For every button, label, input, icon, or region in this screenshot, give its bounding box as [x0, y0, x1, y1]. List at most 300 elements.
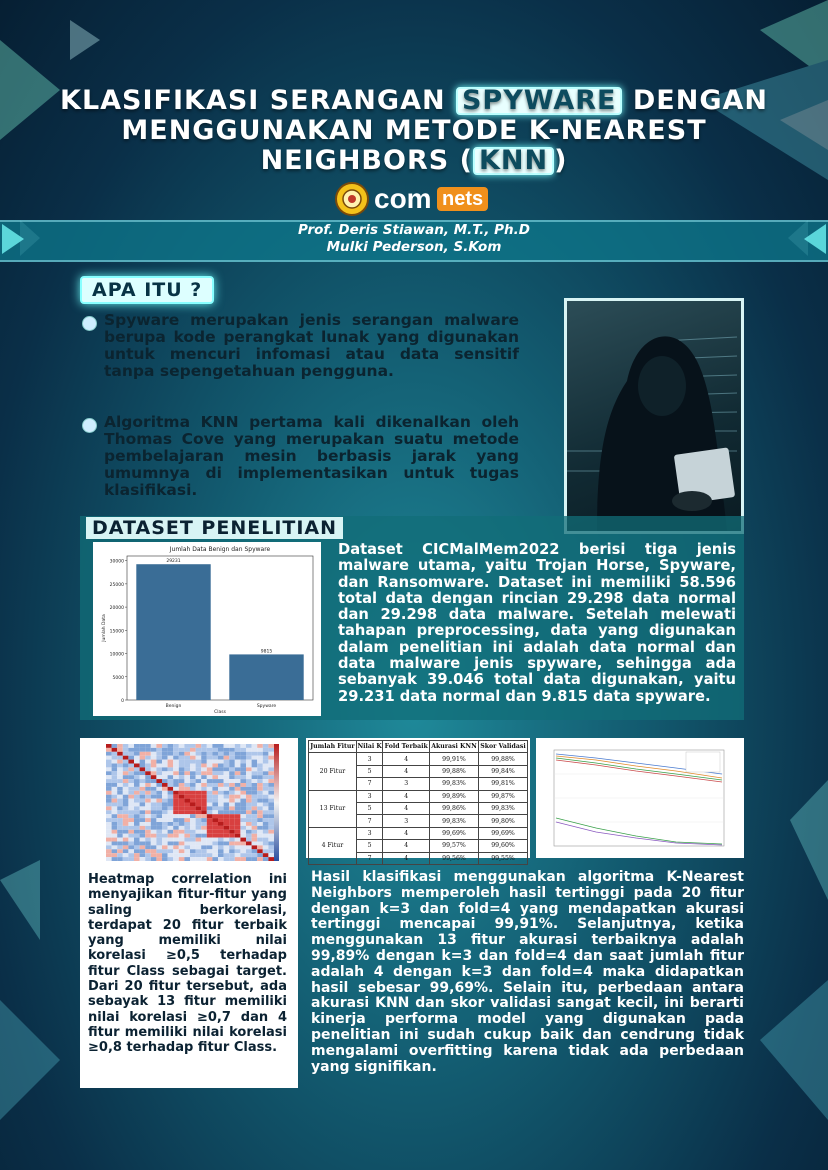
- heatmap-cell: [128, 842, 134, 846]
- heatmap-cell: [145, 756, 151, 760]
- heatmap-cell: [145, 826, 151, 830]
- heatmap-cell: [240, 748, 246, 752]
- heatmap-cell: [246, 775, 252, 779]
- heatmap-cell: [106, 767, 112, 771]
- heatmap-cell: [179, 752, 185, 756]
- heatmap-cell: [117, 838, 123, 842]
- heatmap-cell: [218, 767, 224, 771]
- heatmap-cell: [162, 849, 168, 853]
- heatmap-cell: [128, 849, 134, 853]
- heatmap-cell: [179, 818, 185, 822]
- heatmap-cell: [240, 771, 246, 775]
- table-cell: 99,84%: [479, 765, 528, 777]
- heatmap-cell: [151, 838, 157, 842]
- heatmap-cell: [173, 775, 179, 779]
- heatmap-cell: [162, 853, 168, 857]
- heatmap-cell: [106, 834, 112, 838]
- heatmap-cell: [134, 799, 140, 803]
- heatmap-cell: [140, 783, 146, 787]
- heatmap-cell: [184, 795, 190, 799]
- heatmap-cell: [106, 806, 112, 810]
- heatmap-cell: [207, 783, 213, 787]
- heatmap-cell: [201, 822, 207, 826]
- heatmap-cell: [145, 857, 151, 861]
- heatmap-cell: [179, 826, 185, 830]
- y-tick-label: 30000: [109, 559, 124, 565]
- heatmap-cell: [207, 830, 213, 834]
- heatmap-cell: [117, 767, 123, 771]
- heatmap-cell: [246, 799, 252, 803]
- results-description: Hasil klasifikasi menggunakan algoritma K-Nearest Neighbors memperoleh hasil tertinggi pada 20 fitur dengan k=3 dan fold=4 yang mendapatkan akurasi tertinggi mencapai 99,91%. Selanjutnya, ketika menggunakan 13 fitur akurasi terbaiknya adalah 99,89% dengan k=3 dan fold=4 dan saat jumlah fitur adalah 4 dengan k=3 dan fold=4 maka didapatkan hasil sebesar 99,69%. Selain itu, perbedaan antara akurasi KNN dan skor validasi sangat kecil, ini berarti kinerja performa model yang digunakan pada penelitian ini sudah cukup baik dan cendrung tidak mengalami overfitting karena tidak ada perbedaan yang signifikan.: [311, 869, 744, 1075]
- heatmap-cell: [190, 806, 196, 810]
- heatmap-cell: [263, 779, 269, 783]
- heatmap-cell: [179, 830, 185, 834]
- heatmap-cell: [128, 756, 134, 760]
- heatmap-cell: [218, 834, 224, 838]
- heatmap-cell: [140, 744, 146, 748]
- heatmap-cell: [184, 760, 190, 764]
- heatmap-cell: [190, 771, 196, 775]
- heatmap-cell: [212, 814, 218, 818]
- heatmap-cell: [218, 830, 224, 834]
- heatmap-cell: [140, 775, 146, 779]
- heatmap-cell: [212, 783, 218, 787]
- heatmap-cell: [235, 826, 241, 830]
- heatmap-cell: [201, 818, 207, 822]
- heatmap-cell: [151, 783, 157, 787]
- heatmap-cell: [168, 803, 174, 807]
- heatmap-cell: [257, 756, 263, 760]
- heatmap-cell: [218, 795, 224, 799]
- heatmap-cell: [168, 760, 174, 764]
- heatmap-cell: [263, 760, 269, 764]
- heatmap-cell: [112, 795, 118, 799]
- heatmap-cell: [117, 822, 123, 826]
- heatmap-cell: [268, 842, 274, 846]
- heatmap-cell: [190, 764, 196, 768]
- title-line3-post: ): [554, 145, 568, 176]
- heatmap-cell: [123, 838, 129, 842]
- heatmap-cell: [268, 857, 274, 861]
- heatmap-cell: [196, 818, 202, 822]
- heatmap-cell: [173, 834, 179, 838]
- heatmap-cell: [151, 826, 157, 830]
- heatmap-cell: [252, 799, 258, 803]
- heatmap-cell: [218, 799, 224, 803]
- heatmap-cell: [201, 849, 207, 853]
- heatmap-cell: [224, 783, 230, 787]
- heatmap-cell: [162, 857, 168, 861]
- heatmap-cell: [128, 764, 134, 768]
- heatmap-cell: [156, 838, 162, 842]
- heatmap-cell: [252, 838, 258, 842]
- heatmap-cell: [190, 853, 196, 857]
- y-tick-label: 0: [121, 699, 124, 704]
- heatmap-cell: [257, 775, 263, 779]
- heatmap-cell: [218, 771, 224, 775]
- heatmap-cell: [112, 764, 118, 768]
- heatmap-cell: [212, 810, 218, 814]
- heatmap-cell: [123, 799, 129, 803]
- table-cell: 99,89%: [429, 790, 478, 802]
- comnets-logo: [334, 181, 514, 219]
- heatmap-cell: [106, 857, 112, 861]
- heatmap-cell: [117, 760, 123, 764]
- heatmap-cell: [173, 842, 179, 846]
- heatmap-cell: [134, 779, 140, 783]
- heatmap-cell: [190, 748, 196, 752]
- heatmap-cell: [224, 826, 230, 830]
- heatmap-cell: [140, 787, 146, 791]
- heatmap-cell: [257, 744, 263, 748]
- heatmap-cell: [134, 849, 140, 853]
- heatmap-cell: [168, 783, 174, 787]
- heatmap-cell: [106, 752, 112, 756]
- heatmap-cell: [156, 834, 162, 838]
- heatmap-cell: [145, 787, 151, 791]
- heatmap-cell: [145, 830, 151, 834]
- heatmap-cell: [196, 760, 202, 764]
- heatmap-cell: [229, 779, 235, 783]
- heatmap-cell: [123, 842, 129, 846]
- heatmap-cell: [168, 814, 174, 818]
- heatmap-cell: [151, 752, 157, 756]
- heatmap-cell: [145, 767, 151, 771]
- table-cell: 3: [356, 827, 383, 839]
- x-axis-label: Class: [214, 710, 226, 715]
- heatmap-cell: [257, 853, 263, 857]
- heatmap-cell: [229, 760, 235, 764]
- heatmap-cell: [184, 826, 190, 830]
- heatmap-cell: [212, 799, 218, 803]
- heatmap-cell: [218, 818, 224, 822]
- bar-chart-card: [93, 542, 321, 716]
- heatmap-cell: [268, 822, 274, 826]
- heatmap-cell: [212, 834, 218, 838]
- heatmap-cell: [162, 783, 168, 787]
- heatmap-cell: [117, 756, 123, 760]
- heatmap-cell: [156, 787, 162, 791]
- heatmap-cell: [263, 744, 269, 748]
- heatmap-cell: [151, 857, 157, 861]
- heatmap-cell: [263, 853, 269, 857]
- heatmap-cell: [229, 838, 235, 842]
- heatmap-cell: [218, 857, 224, 861]
- heatmap-cell: [134, 853, 140, 857]
- heatmap-cell: [257, 857, 263, 861]
- heatmap-cell: [268, 806, 274, 810]
- heatmap-cell: [140, 826, 146, 830]
- heatmap-cell: [156, 771, 162, 775]
- heatmap-cell: [252, 771, 258, 775]
- heatmap-cell: [106, 799, 112, 803]
- heatmap-cell: [151, 764, 157, 768]
- heatmap-cell: [168, 779, 174, 783]
- table-cell: 99,55%: [479, 852, 528, 864]
- heatmap-cell: [168, 775, 174, 779]
- heatmap-cell: [246, 853, 252, 857]
- table-cell: 99,69%: [429, 827, 478, 839]
- heatmap-cell: [123, 775, 129, 779]
- heatmap-cell: [173, 810, 179, 814]
- heatmap-cell: [235, 756, 241, 760]
- heatmap-cell: [224, 791, 230, 795]
- table-row: [309, 827, 528, 839]
- heatmap-cell: [240, 826, 246, 830]
- heatmap-cell: [196, 834, 202, 838]
- heatmap-cell: [156, 779, 162, 783]
- hacker-image: [564, 298, 744, 534]
- heatmap-cell: [235, 783, 241, 787]
- heatmap-cell: [201, 810, 207, 814]
- heatmap-cell: [106, 771, 112, 775]
- heatmap-cell: [235, 834, 241, 838]
- heatmap-cell: [190, 826, 196, 830]
- heatmap-cell: [140, 845, 146, 849]
- heatmap-cell: [212, 756, 218, 760]
- table-cell: 99,80%: [479, 815, 528, 827]
- heatmap-cell: [196, 853, 202, 857]
- heatmap-cell: [117, 791, 123, 795]
- heatmap-cell: [196, 791, 202, 795]
- heatmap-cell: [196, 767, 202, 771]
- heatmap-cell: [123, 853, 129, 857]
- heatmap-cell: [162, 830, 168, 834]
- heatmap-cell: [212, 748, 218, 752]
- heatmap-cell: [140, 799, 146, 803]
- heatmap-cell: [168, 795, 174, 799]
- heatmap-cell: [162, 810, 168, 814]
- heatmap-cell: [263, 756, 269, 760]
- heatmap-cell: [123, 826, 129, 830]
- heatmap-cell: [156, 826, 162, 830]
- heatmap-cell: [212, 787, 218, 791]
- heatmap-cell: [196, 830, 202, 834]
- heatmap-cell: [201, 787, 207, 791]
- authors: [0, 222, 828, 256]
- heatmap-cell: [235, 767, 241, 771]
- heatmap-cell: [184, 775, 190, 779]
- heatmap-cell: [263, 799, 269, 803]
- heatmap-cell: [246, 783, 252, 787]
- heatmap-cell: [134, 787, 140, 791]
- heatmap-cell: [117, 849, 123, 853]
- heatmap-cell: [156, 760, 162, 764]
- heatmap-cell: [128, 810, 134, 814]
- heatmap-cell: [128, 826, 134, 830]
- heatmap-cell: [168, 845, 174, 849]
- heatmap-cell: [224, 853, 230, 857]
- heatmap-cell: [252, 795, 258, 799]
- heatmap-cell: [112, 810, 118, 814]
- heatmap-cell: [246, 818, 252, 822]
- heatmap-cell: [201, 842, 207, 846]
- heatmap-cell: [246, 857, 252, 861]
- heatmap-cell: [117, 787, 123, 791]
- heatmap-cell: [257, 842, 263, 846]
- y-tick-label: 15000: [109, 629, 124, 635]
- heatmap-cell: [151, 803, 157, 807]
- heatmap-cell: [140, 748, 146, 752]
- heatmap-cell: [190, 842, 196, 846]
- heatmap-cell: [224, 795, 230, 799]
- heatmap-cell: [173, 857, 179, 861]
- bar-spyware: [229, 654, 303, 700]
- heatmap-cell: [212, 795, 218, 799]
- heatmap-cell: [117, 845, 123, 849]
- heatmap-cell: [173, 803, 179, 807]
- heatmap-cell: [128, 744, 134, 748]
- heatmap-cell: [201, 845, 207, 849]
- heatmap-cell: [184, 830, 190, 834]
- heatmap-cell: [117, 764, 123, 768]
- heatmap-cell: [145, 842, 151, 846]
- heatmap-cell: [212, 771, 218, 775]
- heatmap-cell: [218, 806, 224, 810]
- heatmap-cell: [201, 791, 207, 795]
- heatmap-cell: [140, 822, 146, 826]
- title-highlight-spyware: SPYWARE: [456, 87, 623, 115]
- heatmap-cell: [156, 806, 162, 810]
- heatmap-cell: [128, 752, 134, 756]
- heatmap-cell: [128, 760, 134, 764]
- heatmap-cell: [117, 830, 123, 834]
- table-cell: 99,56%: [429, 852, 478, 864]
- table-row: [309, 790, 528, 802]
- heatmap-cell: [212, 818, 218, 822]
- heatmap-cell: [140, 764, 146, 768]
- heatmap-cell: [162, 775, 168, 779]
- heatmap-cell: [218, 744, 224, 748]
- table-cell: 4: [383, 827, 429, 839]
- heatmap-cell: [134, 842, 140, 846]
- heatmap-cell: [173, 818, 179, 822]
- heatmap-cell: [156, 822, 162, 826]
- heatmap-cell: [117, 857, 123, 861]
- heatmap-cell: [218, 814, 224, 818]
- section-heading-apa-itu: APA ITU ?: [80, 276, 214, 304]
- heatmap-cell: [190, 779, 196, 783]
- table-cell: 7: [356, 778, 383, 790]
- heatmap-cell: [212, 764, 218, 768]
- heatmap-cell: [218, 810, 224, 814]
- heatmap-cell: [201, 760, 207, 764]
- heatmap-cell: [112, 826, 118, 830]
- heatmap-cell: [235, 853, 241, 857]
- heatmap-cell: [145, 779, 151, 783]
- heatmap-cell: [224, 810, 230, 814]
- heatmap-cell: [123, 748, 129, 752]
- heatmap-cell: [151, 795, 157, 799]
- heatmap-cell: [173, 806, 179, 810]
- heatmap-cell: [162, 767, 168, 771]
- heatmap-cell: [246, 787, 252, 791]
- heatmap-cell: [207, 803, 213, 807]
- heatmap-cell: [184, 764, 190, 768]
- heatmap-cell: [224, 756, 230, 760]
- heatmap-cell: [212, 845, 218, 849]
- heatmap-cell: [190, 760, 196, 764]
- heatmap-cell: [212, 779, 218, 783]
- heatmap-cell: [117, 795, 123, 799]
- heatmap-cell: [224, 760, 230, 764]
- heatmap-cell: [252, 842, 258, 846]
- heatmap-cell: [179, 853, 185, 857]
- heatmap-cell: [229, 857, 235, 861]
- heatmap-cell: [162, 795, 168, 799]
- heatmap-cell: [218, 748, 224, 752]
- heatmap-cell: [112, 845, 118, 849]
- heatmap-cell: [117, 810, 123, 814]
- heatmap-cell: [145, 791, 151, 795]
- heatmap-cell: [184, 783, 190, 787]
- heatmap-cell: [201, 814, 207, 818]
- heatmap-cell: [190, 795, 196, 799]
- heatmap-cell: [117, 818, 123, 822]
- heatmap-cell: [173, 799, 179, 803]
- heatmap-cell: [212, 803, 218, 807]
- heatmap-cell: [268, 764, 274, 768]
- heatmap-cell: [151, 810, 157, 814]
- heatmap-cell: [235, 838, 241, 842]
- heatmap-cell: [134, 775, 140, 779]
- heatmap-cell: [151, 787, 157, 791]
- heatmap-cell: [207, 760, 213, 764]
- heatmap-cell: [156, 791, 162, 795]
- table-cell: 3: [383, 778, 429, 790]
- heatmap-cell: [151, 771, 157, 775]
- heatmap-cell: [268, 775, 274, 779]
- heatmap-cell: [212, 760, 218, 764]
- heatmap-cell: [179, 803, 185, 807]
- heatmap-cell: [145, 818, 151, 822]
- heatmap-cell: [106, 849, 112, 853]
- heatmap-cell: [156, 783, 162, 787]
- heatmap-cell: [145, 803, 151, 807]
- heatmap-cell: [156, 756, 162, 760]
- heatmap-cell: [123, 756, 129, 760]
- heatmap-cell: [263, 752, 269, 756]
- heatmap-cell: [106, 803, 112, 807]
- heatmap-cell: [252, 767, 258, 771]
- heatmap-cell: [235, 744, 241, 748]
- heatmap-cell: [145, 853, 151, 857]
- heatmap-cell: [235, 748, 241, 752]
- heatmap-cell: [106, 818, 112, 822]
- heatmap-cell: [229, 826, 235, 830]
- heatmap-cell: [190, 756, 196, 760]
- heatmap-cell: [212, 775, 218, 779]
- heatmap-cell: [229, 756, 235, 760]
- heatmap-cell: [123, 834, 129, 838]
- heatmap-cell: [252, 779, 258, 783]
- heatmap-cell: [224, 752, 230, 756]
- heatmap-cell: [268, 779, 274, 783]
- heatmap-cell: [246, 771, 252, 775]
- heatmap-cell: [263, 857, 269, 861]
- heatmap-cell: [190, 783, 196, 787]
- heatmap-cell: [151, 748, 157, 752]
- heatmap-cell: [179, 849, 185, 853]
- heatmap-cell: [196, 748, 202, 752]
- heatmap-cell: [218, 775, 224, 779]
- heatmap-cell: [156, 842, 162, 846]
- heatmap-cell: [201, 830, 207, 834]
- heatmap-cell: [134, 803, 140, 807]
- heatmap-cell: [106, 744, 112, 748]
- table-cell: 5: [356, 765, 383, 777]
- heatmap-cell: [184, 842, 190, 846]
